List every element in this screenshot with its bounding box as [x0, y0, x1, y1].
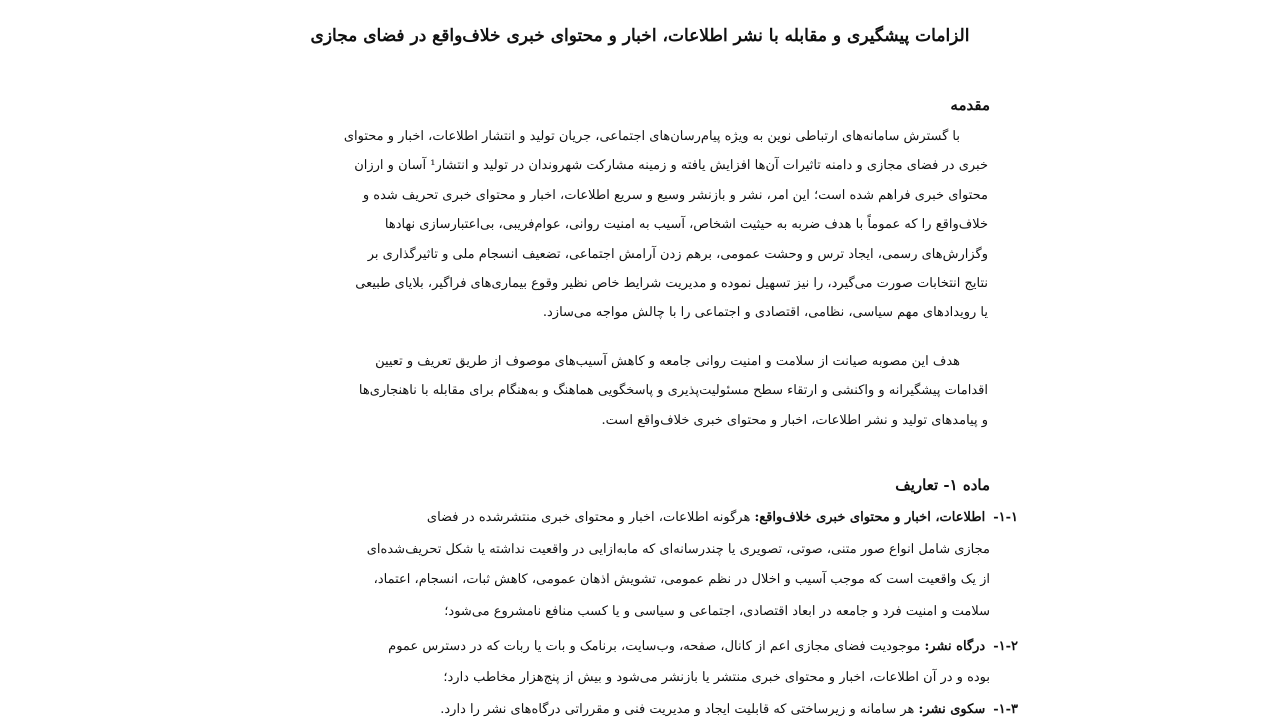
paragraph-line: اقدامات پیشگیرانه و واکنشی و ارتقاء سطح مسئولیت‌پذیری و پاسخگویی هماهنگ و به‌هنگام برای مقابله با ناهنجاری‌ها	[358, 383, 988, 399]
intro-paragraph	[258, 122, 988, 328]
definition-continuation-line: مجازی شامل انواع صور متنی، صوتی، تصویری یا چندرسانه‌ای که مابه‌ازایی در واقعیت نداشته یا شکل تحریف‌شده‌ای	[366, 542, 990, 557]
definition-1-2	[258, 633, 1018, 661]
paragraph-line: خلاف‌واقع را که عموماً با هدف ضربه به حیثیت اشخاص، آسیب به امنیت روانی، عوام‌فریبی، بی‌اعتبارسازی نهادها	[384, 217, 988, 233]
paragraph-line: محتوای خبری فراهم شده است؛ این امر، نشر و بازنشر وسیع و سریع اطلاعات، اخبار و محتوای خبری تحریف شده و	[362, 187, 988, 203]
paragraph-line: نتایج انتخابات صورت می‌گیرد، را نیز تسهیل نموده و مدیریت شرایط خاص نظیر وقوع بیماری‌های فراگیر، بلایای طبیعی	[355, 275, 988, 291]
paragraph-line: وگزارش‌های رسمی، ایجاد ترس و وحشت عمومی، برهم زدن آرامش اجتماعی، تضعیف انسجام ملی و تاثیرگذاری بر	[367, 246, 988, 262]
definition-term: درگاه نشر:	[924, 639, 986, 654]
paragraph-line: یا رویدادهای مهم سیاسی، نظامی، اقتصادی و اجتماعی را با چالش مواجه می‌سازد.	[542, 305, 988, 321]
definition-1-3	[258, 696, 1018, 720]
definition-text: موجودیت فضای مجازی اعم از کانال، صفحه، وب‌سایت، برنامک و بات یا ربات که در دسترس عموم	[388, 639, 925, 654]
definition-term: اطلاعات، اخبار و محتوای خبری خلاف‌واقع:	[754, 510, 986, 525]
definition-text: هرگونه اطلاعات، اخبار و محتوای خبری منتشرشده در فضای	[426, 510, 755, 525]
paragraph-line: با گسترش سامانه‌های ارتباطی نوین به ویژه پیام‌رسان‌های اجتماعی، جریان تولید و انتشار اطلاعات، اخبار و محتوای	[343, 129, 960, 144]
definition-1-1	[258, 504, 1018, 532]
definition-number: ۱-۳-	[993, 702, 1018, 717]
paragraph-line: و پیامدهای تولید و نشر اطلاعات، اخبار و محتوای خبری خلاف‌واقع است.	[601, 412, 988, 428]
definition-term: سکوی نشر:	[918, 702, 986, 717]
paragraph-line: خبری در فضای مجازی و دامنه تاثیرات آن‌ها افزایش یافته و زمینه مشارکت شهروندان در تولید و انتشار¹ آسان و ارزان	[354, 158, 988, 174]
paragraph-line: هدف این مصوبه صیانت از سلامت و امنیت روانی جامعه و کاهش آسیب‌های موصوف از طریق تعریف و تعیین	[375, 354, 960, 369]
definition-continuation-line: سلامت و امنیت فرد و جامعه در ابعاد اقتصادی، اجتماعی و سیاسی و یا کسب منافع نامشروع می‌شود؛	[444, 604, 990, 619]
definition-continuation-line: از یک واقعیت است که موجب آسیب و اخلال در نظم عمومی، تشویش اذهان عمومی، کاهش ثبات، انسجام، اعتماد،	[373, 572, 990, 587]
definition-number: ۱-۱-	[993, 510, 1018, 525]
definition-number: ۱-۲-	[993, 639, 1018, 654]
definition-continuation-line: بوده و در آن اطلاعات، اخبار و محتوای خبری منتشر یا بازنشر می‌شود و بیش از پنج‌هزار مخاطب دارد؛	[443, 670, 990, 685]
document-title: الزامات پیشگیری و مقابله با نشر اطلاعات، اخبار و محتوای خبری خلاف‌واقع در فضای مجازی	[310, 26, 970, 46]
definition-text: هر سامانه و زیرساختی که قابلیت ایجاد و مدیریت فنی و مقرراتی درگاه‌های نشر را دارد.	[440, 702, 919, 717]
intro-heading: مقدمه	[950, 96, 990, 114]
goal-paragraph	[258, 347, 988, 435]
article-1-heading: ماده ۱- تعاریف	[895, 476, 990, 494]
